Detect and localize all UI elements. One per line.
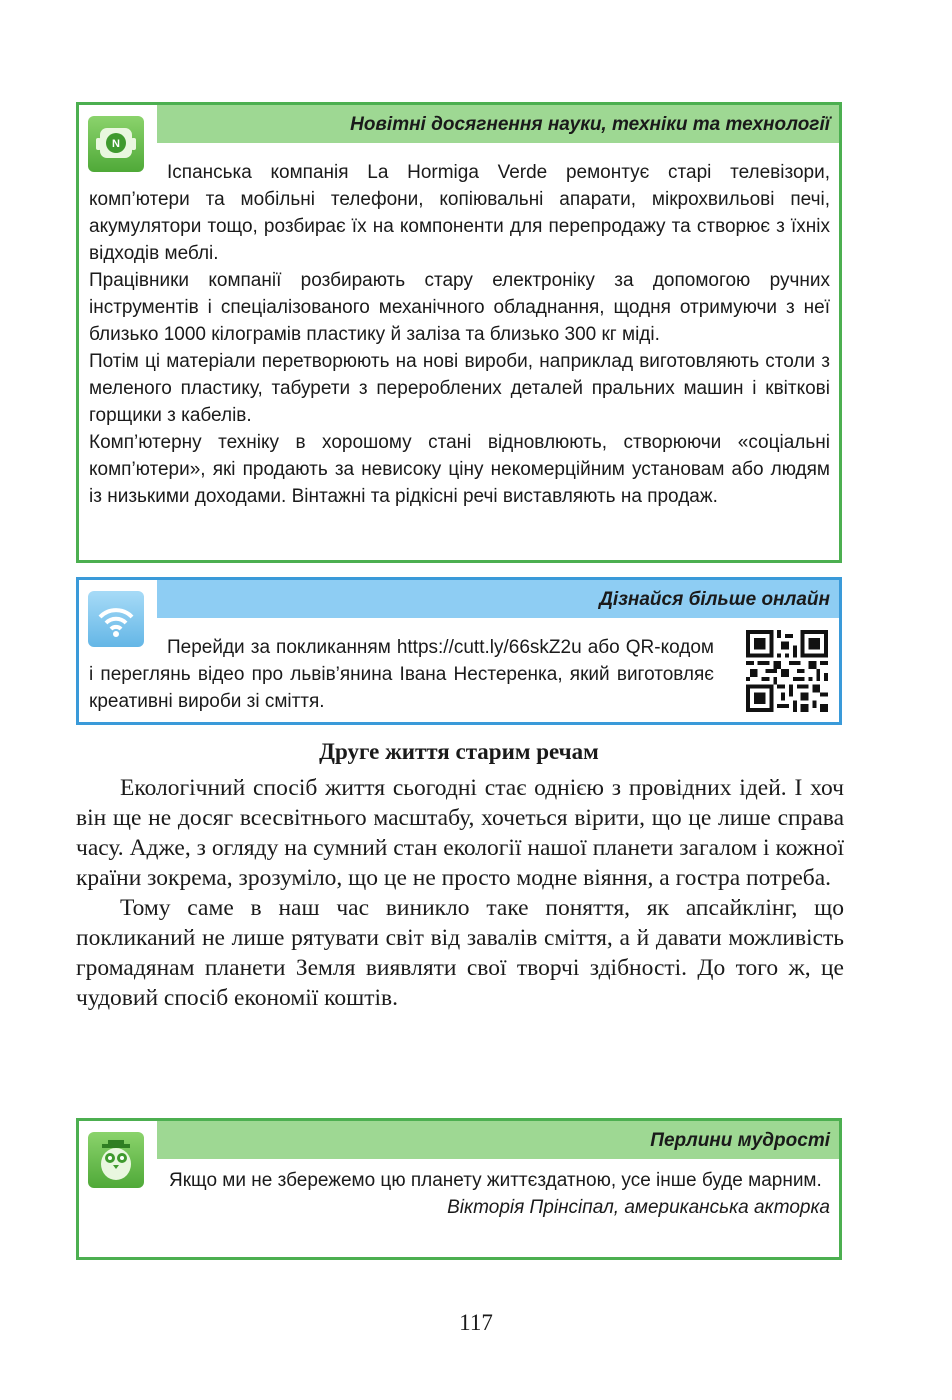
- science-news-heading: Новітні досягнення науки, техніки та технології: [157, 105, 839, 143]
- section-paragraph-2: Тому саме в наш час виникло таке поняття, як апсайклінг, що покликаний не лише рятувати світ від завалів сміття, а й давати можливість громадянам планети Земля виявляти свої творчі здібності. До того ж, це чудовий спосіб економії коштів.: [76, 895, 844, 1011]
- news-paragraph-2: Працівники компанії розбирають стару електроніку за допомогою ручних інструментів і спеціалізованого механічного обладнання, щодня отримуючи з неї близько 1000 кілограмів пластику й заліза та близько 300 кг міді.: [89, 270, 830, 345]
- qr-code-icon[interactable]: [746, 630, 828, 712]
- news-paragraph-1: Іспанська компанія La Hormiga Verde ремонтує старі телевізори, комп’ютери та мобільні телефони, копіювальні апарати, мікрохвильові печі, акумулятори тощо, розбирає їх на компоненти для перепродажу та створює з їхніх відходів меблі.: [89, 162, 830, 264]
- wisdom-heading: Перлини мудрості: [157, 1121, 839, 1159]
- page-number: 117: [459, 1310, 493, 1335]
- learn-online-text: [89, 634, 714, 715]
- learn-online-heading: Дізнайся більше онлайн: [157, 580, 839, 618]
- learn-online-paragraph: Перейди за покликанням https://cutt.ly/66skZ2u або QR-кодом і переглянь відео про львів’янина Івана Нестеренка, який виготовляє креативні вироби зі сміття.: [89, 637, 714, 712]
- section-body: [76, 773, 844, 1013]
- owl-icon: [88, 1132, 144, 1188]
- wisdom-text: [169, 1167, 830, 1221]
- svg-text:N: N: [112, 138, 120, 150]
- wisdom-box: [76, 1118, 842, 1260]
- news-paragraph-4: Комп’ютерну техніку в хорошому стані відновлюють, створюючи «соціальні комп’ютери», які продають за невисоку ціну некомерційним установам або людям із низькими доходами. Вінтажні та рідкісні речі виставляють на продаж.: [89, 432, 830, 507]
- news-paragraph-3: Потім ці матеріали перетворюють на нові вироби, наприклад виготовляють столи з меленого пластику, табурети з перероблених деталей пральних машин і квіткові горщики з кабелів.: [89, 351, 830, 426]
- section-paragraph-1: Екологічний спосіб життя сьогодні стає однією з провідних ідей. І хоч він ще не досяг всесвітнього масштабу, хочеться вірити, що це лише справа часу. Адже, з огляду на сумний стан екології нашої планети загалом і кожної країни зокрема, зрозуміло, що це не просто модне віяння, а гостра потреба.: [76, 775, 844, 891]
- wisdom-author: Вікторія Прінсіпал, американська акторка: [447, 1197, 830, 1218]
- science-news-text: [89, 159, 830, 510]
- science-news-box: [76, 102, 842, 563]
- wisdom-quote: Якщо ми не збережемо цю планету життєздатною, усе інше буде марним.: [169, 1170, 822, 1191]
- learn-online-box: [76, 577, 842, 725]
- section-title: Друге життя старим речам: [319, 739, 599, 764]
